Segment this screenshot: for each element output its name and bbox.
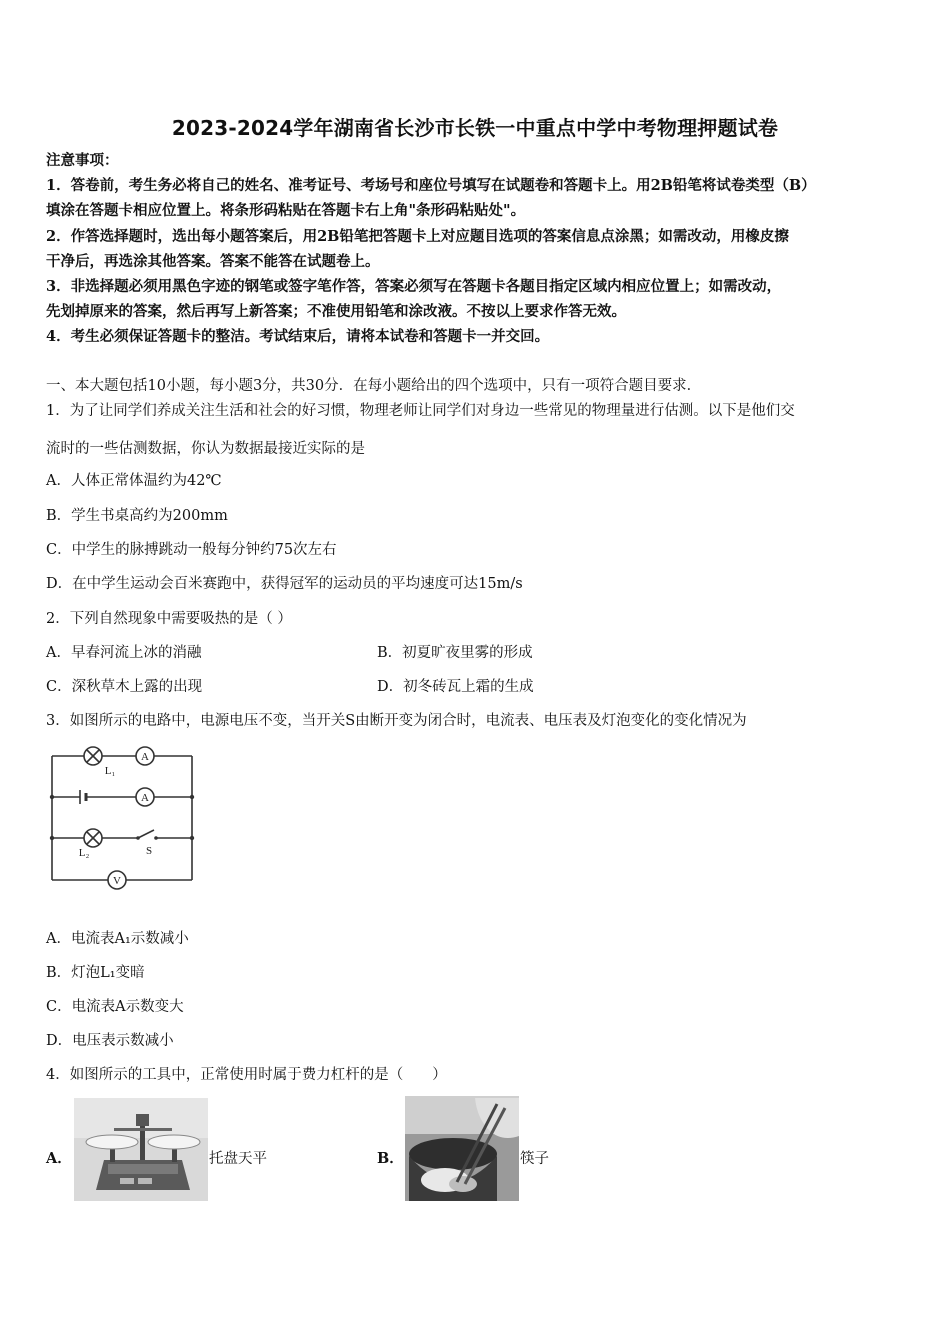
notice-heading: 注意事项： xyxy=(46,152,119,169)
circuit-diagram xyxy=(46,744,206,894)
notice-line: 填涂在答题卡相应位置上。将条形码粘贴在答题卡右上角"条形码粘贴处"。 xyxy=(46,202,526,219)
ammeter-a-label: A xyxy=(141,792,149,804)
section-heading: 一、本大题包括10小题，每小题3分，共30分．在每小题给出的四个选项中，只有一项符合题目要求． xyxy=(46,378,702,394)
balance-scale-image xyxy=(74,1098,208,1201)
q4-stem: 4．如图所示的工具中，正常使用时属于费力杠杆的是（ ） xyxy=(46,1067,447,1083)
q4-option-b-label: B． xyxy=(377,1150,404,1167)
notice-line: 3．非选择题必须用黑色字迹的钢笔或签字笔作答，答案必须写在答题卡各题目指定区域内相应位置上；如需改动， xyxy=(46,278,782,295)
page-title: 2023-2024学年湖南省长沙市长铁一中重点中学中考物理押题试卷 xyxy=(171,116,779,140)
notice-line: 先划掉原来的答案，然后再写上新答案；不准使用铅笔和涂改液。不按以上要求作答无效。 xyxy=(46,303,626,320)
q3-option-d: D．电压表示数减小 xyxy=(46,1033,174,1049)
voltmeter-label: V xyxy=(113,875,121,887)
chopsticks-image xyxy=(405,1096,519,1201)
ammeter-a1-label: A xyxy=(141,751,149,763)
q2-stem: 2．下列自然现象中需要吸热的是（ ） xyxy=(46,611,292,627)
switch-blade xyxy=(138,830,154,838)
lamp-l1-label: L₁ xyxy=(104,765,116,777)
q3-option-c: C．电流表A示数变大 xyxy=(46,999,184,1015)
switch-label: S xyxy=(145,845,153,857)
notice-line: 4．考生必须保证答题卡的整洁。考试结束后，请将本试卷和答题卡一并交回。 xyxy=(46,328,550,345)
q2-option-c: C．深秋草木上露的出现 xyxy=(46,679,203,695)
q1-option-a: A．人体正常体温约为42℃ xyxy=(46,473,222,489)
notice-line: 1．答卷前，考生务必将自己的姓名、准考证号、考场号和座位号填写在试题卷和答题卡上。用2B铅笔将试卷类型（B） xyxy=(46,177,816,194)
q2-option-b: B．初夏旷夜里雾的形成 xyxy=(377,645,533,661)
q2-option-a: A．早春河流上冰的消融 xyxy=(46,645,202,661)
q1-option-b: B．学生书桌高约为200mm xyxy=(46,508,228,524)
lamp-l2-label: L₂ xyxy=(78,847,90,859)
q1-option-d: D．在中学生运动会百米赛跑中，获得冠军的运动员的平均速度可达15m/s xyxy=(46,576,523,592)
q1-option-c: C．中学生的脉搏跳动一般每分钟约75次左右 xyxy=(46,542,337,558)
q4-option-a-caption: 托盘天平 xyxy=(209,1151,267,1167)
q4-option-a-label: A． xyxy=(46,1150,72,1167)
q4-option-b-caption: 筷子 xyxy=(520,1151,549,1167)
q3-option-b: B．灯泡L₁变暗 xyxy=(46,965,145,981)
q1-stem-cont: 流时的一些估测数据，你认为数据最接近实际的是 xyxy=(46,441,365,457)
q3-stem: 3．如图所示的电路中，电源电压不变，当开关S由断开变为闭合时，电流表、电压表及灯泡变化的变化情况为 xyxy=(46,713,747,729)
q1-stem: 1．为了让同学们养成关注生活和社会的好习惯，物理老师让同学们对身边一些常见的物理量进行估测。以下是他们交 xyxy=(46,403,795,419)
q3-option-a: A．电流表A₁示数减小 xyxy=(46,931,189,947)
notice-line: 2．作答选择题时，选出每小题答案后，用2B铅笔把答题卡上对应题目选项的答案信息点涂黑；如需改动，用橡皮擦 xyxy=(46,228,789,245)
notice-line: 干净后，再选涂其他答案。答案不能答在试题卷上。 xyxy=(46,253,380,270)
q2-option-d: D．初冬砖瓦上霜的生成 xyxy=(377,679,534,695)
